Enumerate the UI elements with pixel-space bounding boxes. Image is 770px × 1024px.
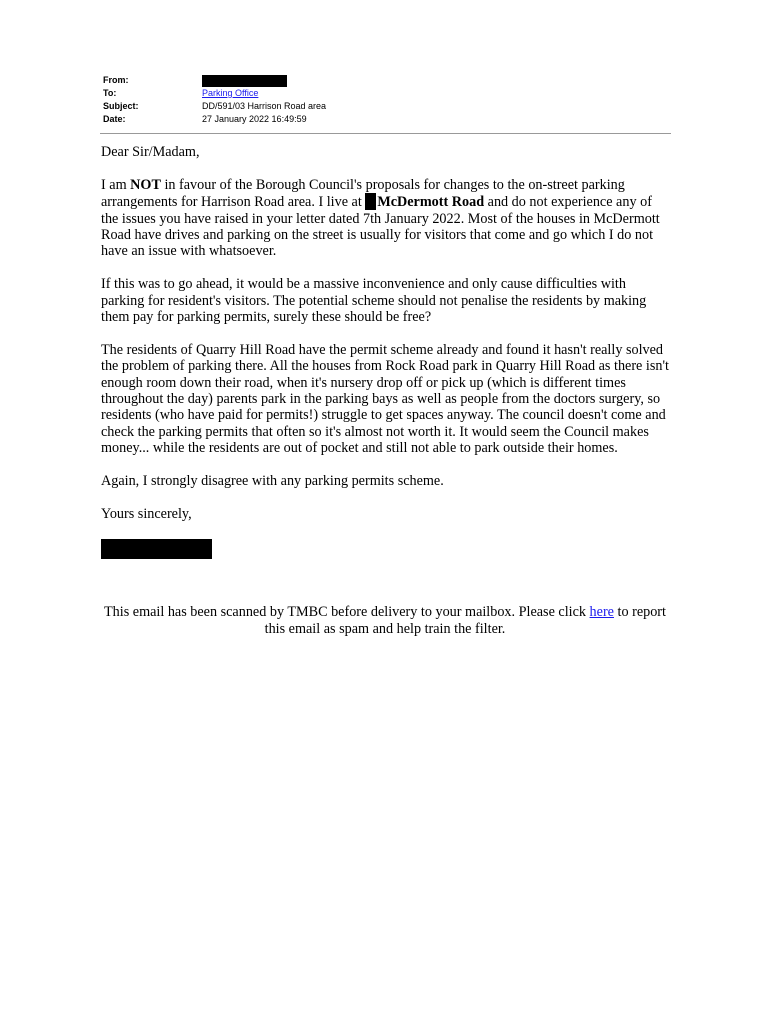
to-row — [103, 87, 671, 100]
header-divider — [100, 133, 671, 134]
from-row — [103, 74, 671, 87]
paragraph-4: Again, I strongly disagree with any parking permits scheme. — [101, 473, 444, 490]
scan-notice-text-a: This email has been scanned by TMBC before delivery to your mailbox. Please click — [104, 604, 590, 620]
signature-redaction — [101, 539, 212, 559]
p1-text-a: I am — [101, 176, 131, 193]
subject-row — [103, 100, 671, 113]
p1-text-b: in favour of the Borough Council's proposals for changes to the on-street parking arrangements for Harrison Road area. I live at — [101, 176, 625, 211]
email-body — [101, 144, 671, 559]
to-label: To: — [103, 88, 117, 98]
from-redaction — [202, 75, 287, 87]
from-label: From: — [103, 75, 129, 85]
date-value: 27 January 2022 16:49:59 — [202, 114, 307, 124]
subject-value: DD/591/03 Harrison Road area — [202, 101, 327, 111]
address-redaction — [365, 193, 376, 210]
report-spam-link[interactable]: here — [589, 604, 614, 620]
date-row — [103, 113, 671, 126]
scan-notice — [100, 604, 670, 638]
paragraph-2: If this was to go ahead, it would be a massive inconvenience and only cause difficulties with parking for resident's visitors. The potential scheme should not penalise the residents by making them pay for parking permits, surely these should be free? — [101, 276, 647, 326]
closing: Yours sincerely, — [101, 505, 192, 522]
p1-road: McDermott Road — [377, 194, 485, 211]
to-link[interactable]: Parking Office — [202, 88, 259, 98]
paragraph-3: The residents of Quarry Hill Road have the permit scheme already and found it hasn't really solved the problem of parking there. All the houses from Rock Road park in Quarry Hill Road as there isn't enough room down their road, when it's nursery drop off or pick up (which is different times throughout the day) parents park in the parking bays as well as people from the doctors surgery, so residents (who have paid for permits!) struggle to get spaces anyway. The council doesn't come and check the parking permits that often so it's almost not worth it. It would seem the Council makes money... while the residents are out of pocket and still not able to park outside their homes. — [101, 341, 669, 457]
p1-not: NOT — [130, 176, 161, 193]
paragraph-1 — [101, 177, 671, 260]
date-label: Date: — [103, 114, 126, 124]
p1-text-c: and do not experience any of the issues you have raised in your letter dated 7th January 2022. Most of the houses in McDermott Road have drives and parking on the street is usually for visitors that come and go which I do not have an issue with whatsoever. — [101, 194, 660, 260]
greeting: Dear Sir/Madam, — [101, 144, 200, 160]
subject-label: Subject: — [103, 101, 139, 111]
scan-notice-text-b: to report this email as spam and help train the filter. — [264, 604, 666, 637]
email-header — [103, 74, 671, 126]
